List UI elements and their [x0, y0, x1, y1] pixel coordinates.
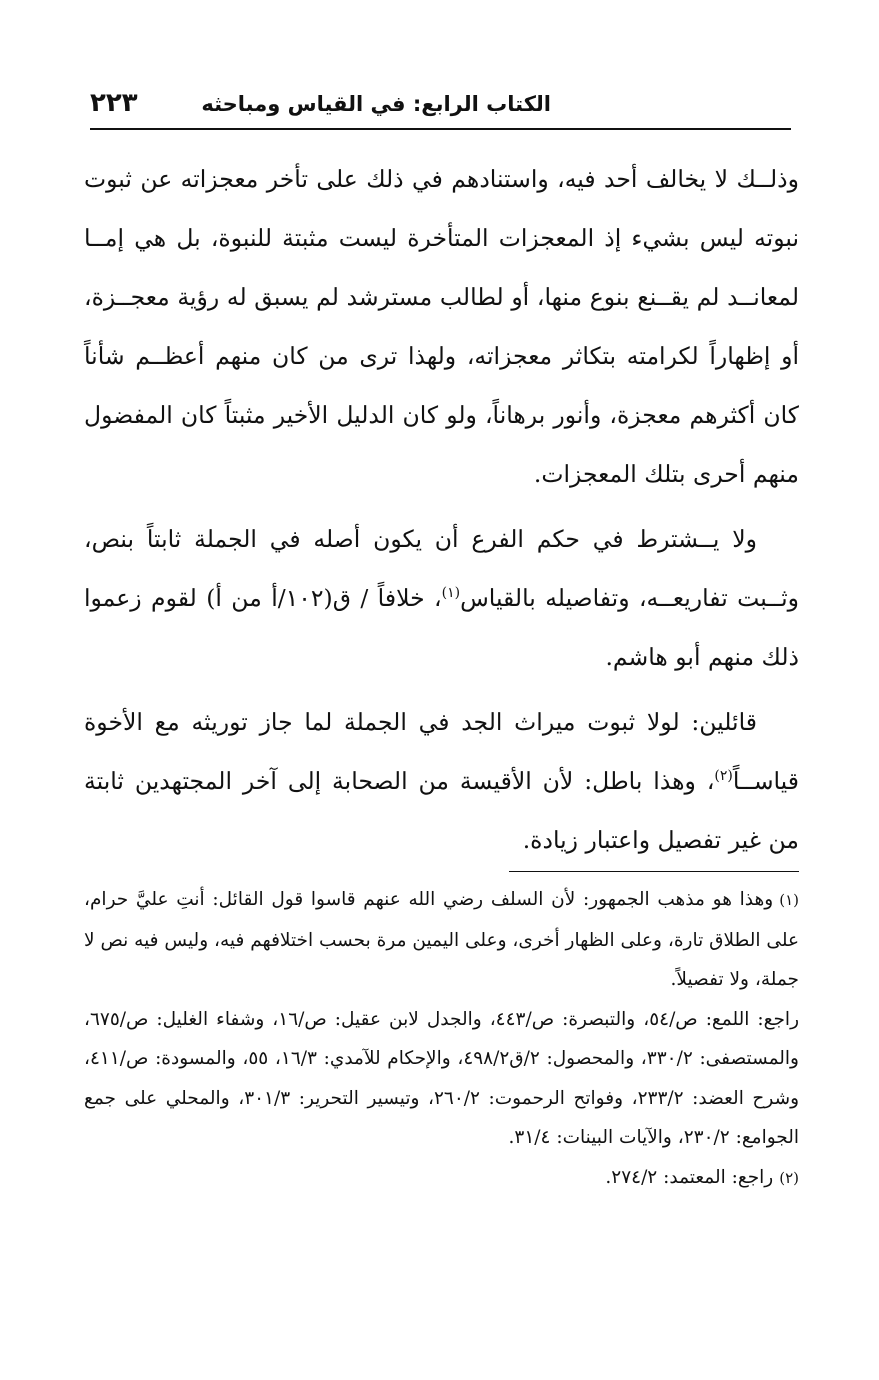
- footnote-1-references: [84, 1000, 799, 1158]
- paragraph-text: ، خلافاً / ق(١٠٢/أ من أ) لقوم زعموا ذلك منهم أبو هاشم.: [84, 584, 799, 671]
- footnote-number: (١): [779, 891, 799, 909]
- footnote-marker[interactable]: (٢): [714, 768, 733, 785]
- footnote-2: [84, 1158, 799, 1199]
- paragraph-1: [84, 150, 799, 504]
- footnote-separator: [509, 871, 799, 872]
- footnote-text: راجع: اللمع: ص/٥٤، والتبصرة: ص/٤٤٣، والجدل لابن عقيل: ص/١٦، وشفاء الغليل: ص/٦٧٥، والمستصفى: ٣٣٠/٢، والمحصول: ٢/ق٤٩٨/٢، والإحكام للآمدي: ١٦/٣، ٥٥، والمسودة: ص/٤١١، وشرح العضد: ٢٣٣/٢، وفواتح الرحموت: ٢٦٠/٢، وتيسير التحرير: ٣٠١/٣، والمحلي على جمع الجوامع: ٢٣٠/٢، والآيات البينات: ٣١/٤.: [84, 1008, 800, 1148]
- main-text: [84, 150, 799, 870]
- footnote-marker[interactable]: (١): [441, 585, 461, 602]
- footnote-text: راجع: المعتمد: ٢٧٤/٢.: [605, 1166, 774, 1188]
- paragraph-text: ولا يــشترط في حكم الفرع أن يكون أصله في الجملة ثابتاً بنص، وثــبت تفاريعــه، وتفاصيله بالقياس: [84, 525, 799, 612]
- paragraph-text: ، وهذا باطل: لأن الأقيسة من الصحابة إلى آخر المجتهدين ثابتة من غير تفصيل واعتبار زيادة.: [84, 767, 799, 854]
- footnotes: [84, 880, 799, 1198]
- paragraph-2: [84, 510, 799, 687]
- paragraph-text: قائلين: لولا ثبوت ميراث الجد في الجملة لما جاز توريثه مع الأخوة قياســاً: [84, 708, 799, 795]
- footnote-text: وهذا هو مذهب الجمهور: لأن السلف رضي الله عنهم قاسوا قول القائل: أنتِ عليَّ حرام، على الطلاق تارة، وعلى الظهار أخرى، وعلى اليمين مرة بحسب اختلافهم فيه، وليس فيه نص لا جملة، ولا تفصيلاً.: [84, 889, 799, 990]
- footnote-number: (٢): [779, 1168, 799, 1187]
- header-title: الكتاب الرابع: في القياس ومباحثه: [201, 92, 551, 116]
- footnote-1: [84, 880, 799, 1000]
- paragraph-3: [84, 693, 799, 870]
- paragraph-text: وذلــك لا يخالف أحد فيه، واستنادهم في ذلك على تأخر معجزاته عن ثبوت نبوته ليس بشيء إذ المعجزات المتأخرة ليست مثبتة للنبوة، بل هي إمــا لمعانــد لم يقــنع بنوع منها، أو لطالب مسترشد لم يسبق له رؤية معجــزة، أو إظهاراً لكرامته بتكاثر معجزاته، ولهذا ترى من كان منهم أعظــم شأناً كان أكثرهم معجزة، وأنور برهاناً، ولو كان الدليل الأخير مثبتاً كان المفضول منهم أحرى بتلك المعجزات.: [84, 165, 799, 488]
- page-number: ٢٢٣: [90, 88, 138, 118]
- running-header: [90, 88, 791, 130]
